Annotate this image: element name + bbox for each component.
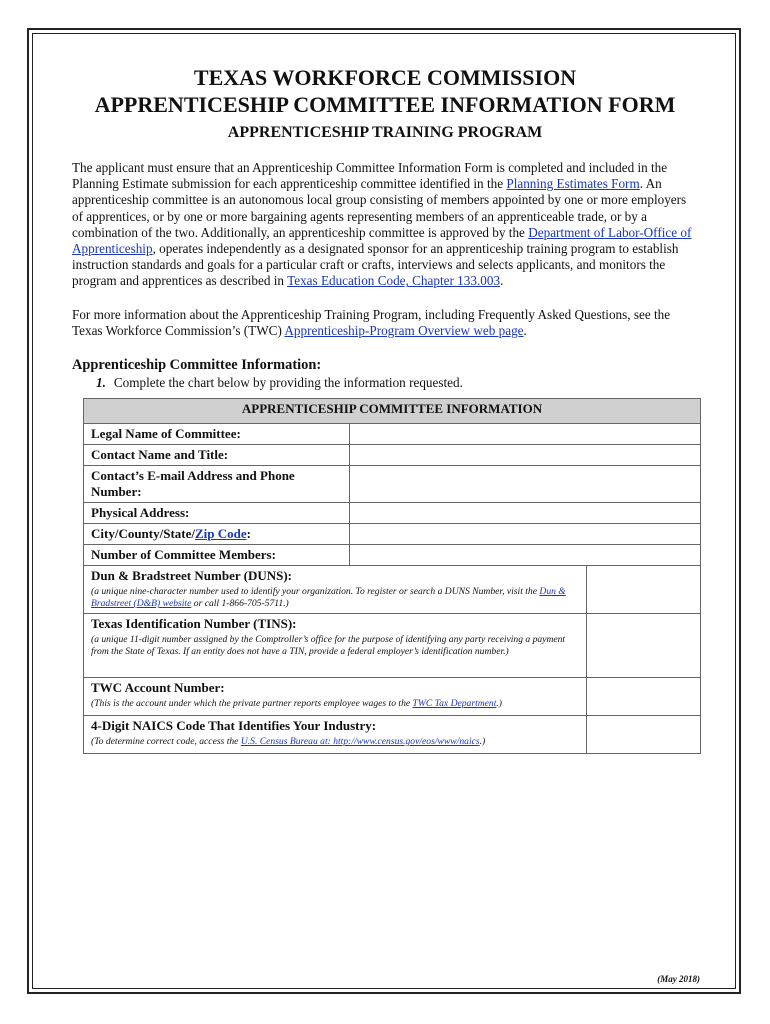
city-county-state-zip-label: [84, 524, 350, 545]
census-bureau-link[interactable]: U.S. Census Bureau at: http://www.census.gov/eos/www/naics: [240, 736, 480, 747]
form-content: [72, 64, 698, 391]
twc-tax-department-link[interactable]: TWC Tax Department: [412, 698, 497, 709]
form-revision-date: (May 2018): [657, 974, 700, 984]
apprenticeship-overview-link[interactable]: Apprenticeship-Program Overview web page: [284, 322, 524, 338]
page-title: [72, 64, 698, 118]
contact-name-field[interactable]: [349, 445, 700, 466]
title-line-2: APPRENTICESHIP COMMITTEE INFORMATION FORM: [94, 92, 676, 117]
naics-note: [91, 736, 579, 748]
texas-education-code-link[interactable]: Texas Education Code, Chapter 133.003: [287, 273, 501, 289]
city-label-colon: :: [246, 526, 251, 541]
intro-paragraph-2: [72, 307, 698, 339]
physical-address-field[interactable]: [349, 503, 700, 524]
intro-p1-text-d: .: [500, 273, 504, 289]
twc-note-text-a: (This is the account under which the private partner reports employee wages to the: [91, 698, 413, 709]
physical-address-label: Physical Address:: [84, 503, 350, 524]
intro-p2-text-a: For more information about the Apprenticeship Training Program, including Frequently Asked Questions, see the Texas Workforce Commission’s (TWC): [72, 306, 671, 338]
table-row: [84, 424, 701, 445]
city-county-state-zip-field[interactable]: [349, 524, 700, 545]
committee-members-label: Number of Committee Members:: [84, 545, 350, 566]
twc-account-field[interactable]: [587, 678, 701, 716]
section-heading: Apprenticeship Committee Information:: [72, 357, 322, 374]
planning-estimates-form-link[interactable]: Planning Estimates Form: [506, 176, 640, 192]
twc-account-note: [91, 698, 579, 710]
naics-note-text-b: .): [479, 736, 486, 747]
committee-info-table: [83, 398, 701, 754]
table-row: [84, 524, 701, 545]
duns-note-text-a: (a unique nine-character number used to identify your organization. To register or search a DUNS Number, visit the: [91, 586, 540, 597]
dol-office-of-apprenticeship-link[interactable]: Department of Labor-Office of Apprenticeship: [72, 224, 692, 257]
twc-note-text-b: .): [496, 698, 502, 709]
intro-p2-text-b: .: [523, 322, 527, 338]
zip-code-link[interactable]: Zip Code: [195, 526, 247, 541]
naics-label: 4-Digit NAICS Code That Identifies Your Industry:: [91, 718, 377, 733]
table-row: [84, 678, 701, 716]
duns-note: [91, 586, 579, 610]
naics-note-text-a: (To determine correct code, access the: [91, 736, 241, 747]
duns-label: Dun & Bradstreet Number (DUNS):: [91, 568, 293, 583]
table-row: [84, 545, 701, 566]
tins-field[interactable]: [587, 614, 701, 678]
step-1: [96, 375, 698, 391]
contact-email-label: Contact’s E-mail Address and Phone Number:: [84, 466, 350, 503]
city-label-text: City/County/State/: [91, 526, 195, 541]
step-number: 1.: [96, 375, 106, 391]
naics-field[interactable]: [587, 716, 701, 754]
page-subtitle: APPRENTICESHIP TRAINING PROGRAM: [227, 124, 543, 141]
duns-field[interactable]: [587, 566, 701, 614]
table-row: [84, 566, 701, 614]
duns-note-text-b: or call 1-866-705-5711.): [191, 598, 289, 609]
twc-account-cell: [84, 678, 587, 716]
table-header: APPRENTICESHIP COMMITTEE INFORMATION: [84, 399, 701, 424]
tins-note: (a unique 11-digit number assigned by the Comptroller’s office for the purpose of identifying any party receiving a payment from the State of Texas. If an entity does not have a TIN, provide a federal employer’s identification number.): [91, 634, 566, 657]
legal-name-label: Legal Name of Committee:: [84, 424, 350, 445]
committee-members-field[interactable]: [349, 545, 700, 566]
tins-label: Texas Identification Number (TINS):: [91, 616, 297, 631]
step-text: Complete the chart below by providing the information requested.: [113, 375, 463, 391]
table-row: [84, 614, 701, 678]
intro-p1-text-c: , operates independently as a designated sponsor for an apprenticeship training program to establish instruction standards and goals for a particular craft or crafts, interviews and selects applicants, and monitors the program and apprentices as described in: [72, 241, 679, 289]
twc-account-label: TWC Account Number:: [91, 680, 225, 695]
contact-name-label: Contact Name and Title:: [84, 445, 350, 466]
intro-p1-text-b: . An apprenticeship committee is an autonomous local group consisting of members appointed by one or more employers of apprentices, or by one or more bargaining agents representing members of an apprenticeable trade, or by a combination of the two. Additionally, an apprenticeship committee is approved by the: [72, 176, 687, 240]
tins-cell: [84, 614, 587, 678]
dnb-website-link[interactable]: Dun & Bradstreet (D&B) website: [91, 586, 566, 609]
table-row: [84, 466, 701, 503]
table-row: [84, 716, 701, 754]
duns-cell: [84, 566, 587, 614]
naics-cell: [84, 716, 587, 754]
table-header-row: [84, 399, 701, 424]
legal-name-field[interactable]: [349, 424, 700, 445]
table-row: [84, 503, 701, 524]
intro-paragraph-1: [72, 160, 698, 290]
contact-email-field[interactable]: [349, 466, 700, 503]
title-line-1: TEXAS WORKFORCE COMMISSION: [193, 65, 577, 90]
intro-p1-text-a: The applicant must ensure that an Apprenticeship Committee Information Form is completed and included in the Planning Estimate submission for each apprenticeship committee identified in the: [72, 160, 668, 192]
table-row: [84, 445, 701, 466]
